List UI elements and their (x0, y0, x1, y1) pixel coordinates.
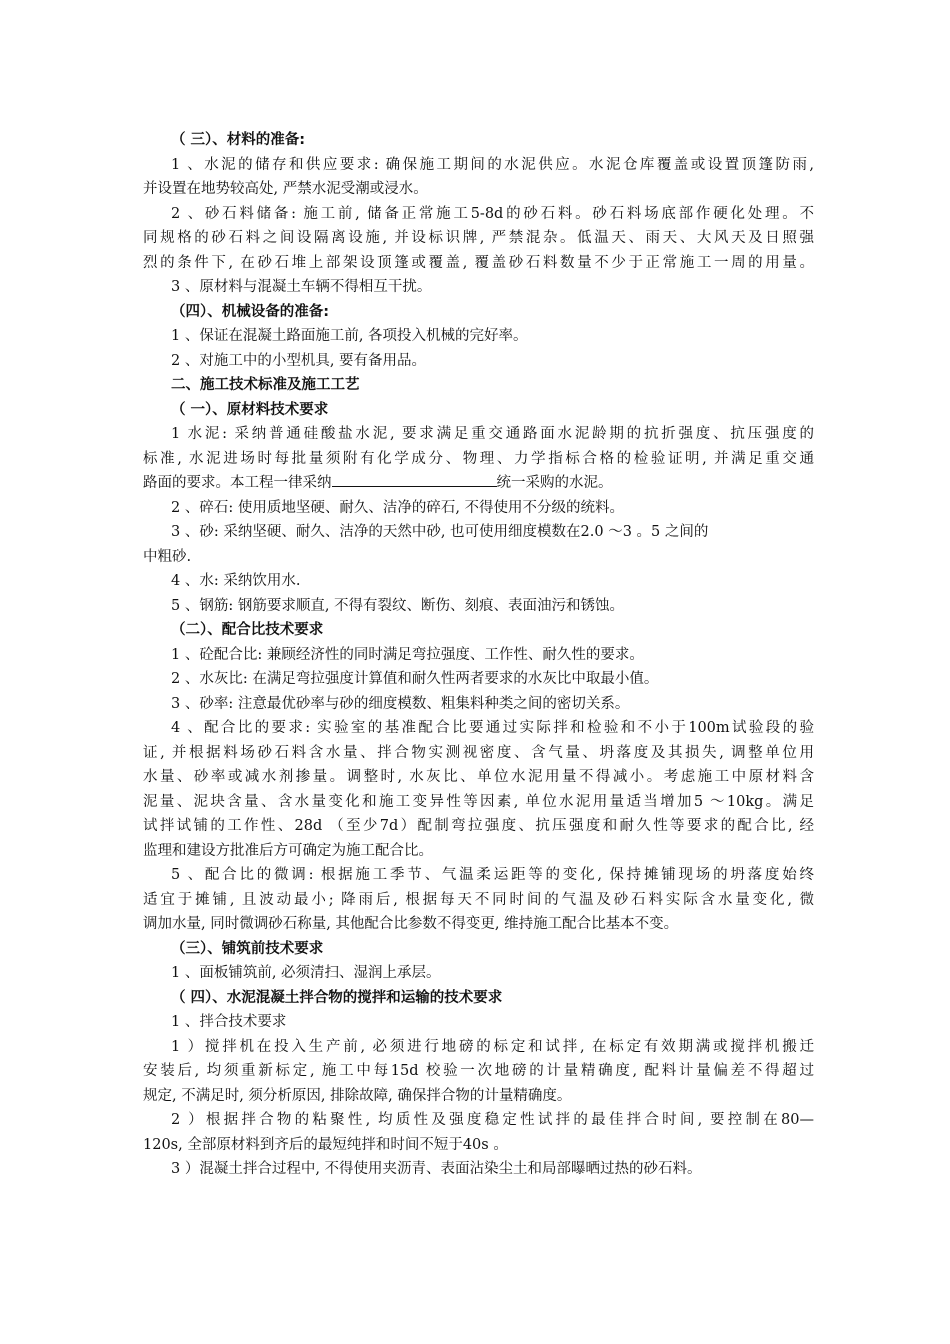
paragraph-line: 并设置在地势较高处, 严禁水泥受潮或浸水。 (143, 181, 428, 197)
paragraph-line: 1 、砼配合比: 兼顾经济性的同时满足弯拉强度、工作性、耐久性的要求。 (171, 646, 644, 663)
paragraph-line: 同规格的砂石料之间设隔离设施, 并设标识牌, 严禁混杂。低温天、雨天、大风天及日照强 (143, 230, 814, 246)
paragraph-line: 中粗砂. (143, 548, 192, 565)
paragraph-line: 1 、面板铺筑前, 必须清扫、湿润上承层。 (171, 965, 441, 981)
paragraph-line: 试拌试铺的工作性、28d （至少7d）配制弯拉强度、抗压强度和耐久性等要求的配合比, 经 (143, 818, 814, 834)
paragraph-line: 1 水泥: 采纳普通硅酸盐水泥, 要求满足重交通路面水泥龄期的抗折强度、抗压强度的 (171, 426, 814, 442)
section-heading: （ 一）、原材料技术要求 (171, 401, 329, 418)
paragraph-line: 1 、保证在混凝土路面施工前, 各项投入机械的完好率。 (171, 328, 528, 344)
paragraph-line: 120s, 全部原材料到齐后的最短纯拌和时间不短于40s 。 (143, 1136, 508, 1153)
paragraph-line: 1 、水泥的储存和供应要求: 确保施工期间的水泥供应。水泥仓库覆盖或设置顶篷防雨, (171, 156, 814, 173)
paragraph-line: 2 、砂石料储备: 施工前, 储备正常施工5-8d的砂石料。砂石料场底部作硬化处理。不 (171, 205, 814, 222)
paragraph-line: 水量、砂率或减水剂掺量。调整时, 水灰比、单位水泥用量不得减小。考虑施工中原材料含 (143, 769, 814, 785)
fill-in-blank (332, 472, 497, 487)
paragraph-line: 2 、对施工中的小型机具, 要有备用品。 (171, 352, 427, 369)
paragraph-line: 4 、水: 采纳饮用水. (171, 573, 301, 589)
paragraph-line: 证, 并根据料场砂石料含水量、拌合物实测视密度、含气量、坍落度及其损失, 调整单位用 (143, 744, 814, 761)
section-heading: （三）、铺筑前技术要求 (171, 940, 324, 957)
paragraph-line: 调加水量, 同时微调砂石称量, 其他配合比参数不得变更, 维持施工配合比基本不变。 (143, 916, 679, 932)
paragraph-line: 标准, 水泥进场时每批量须附有化学成分、物理、力学指标合格的检验证明, 并满足重交通 (143, 450, 814, 467)
paragraph-line: 安装后, 均须重新标定, 施工中每15d 校验一次地磅的计量精确度, 配料计量偏差不得超过 (143, 1063, 814, 1079)
paragraph-line: 1 、拌合技术要求 (171, 1014, 287, 1030)
paragraph-line: 3 ）混凝土拌合过程中, 不得使用夹沥青、表面沾染尘土和局部曝晒过热的砂石料。 (171, 1161, 702, 1177)
section-heading: （四）、机械设备的准备: (171, 303, 330, 320)
section-heading: （ 三）、材料的准备: (171, 132, 306, 148)
paragraph-line: 规定, 不满足时, 须分析原因, 排除故障, 确保拌合物的计量精确度。 (143, 1087, 572, 1104)
section-heading: （ 四）、水泥混凝土拌合物的搅拌和运输的技术要求 (171, 989, 503, 1006)
section-heading: 二、施工技术标准及施工工艺 (171, 377, 360, 393)
paragraph-line: 5 、配合比的微调: 根据施工季节、气温柔运距等的变化, 保持摊铺现场的坍落度始终 (171, 867, 814, 883)
paragraph-line: 泥量、泥块含量、含水量变化和施工变异性等因素, 单位水泥用量适当增加5 ～10kg。满足 (143, 793, 814, 810)
section-heading: （二）、配合比技术要求 (171, 622, 324, 638)
paragraph-line: 3 、砂率: 注意最优砂率与砂的细度模数、粗集料种类之间的密切关系。 (171, 695, 630, 712)
document-body (143, 128, 814, 1182)
line-text-tail: 统一采购的水泥。 (496, 475, 613, 491)
paragraph-line: 2 ）根据拌合物的粘聚性, 均质性及强度稳定性试拌的最佳拌合时间, 要控制在80— (171, 1112, 814, 1128)
paragraph-line: 4 、配合比的要求: 实验室的基准配合比要通过实际拌和检验和不小于100m试验段的验 (171, 720, 814, 736)
paragraph-line: 2 、碎石: 使用质地坚硬、耐久、洁净的碎石, 不得使用不分级的统料。 (171, 499, 625, 516)
paragraph-line: 3 、砂: 采纳坚硬、耐久、洁净的天然中砂, 也可使用细度模数在2.0 ～3 。5 之间的 (171, 524, 709, 540)
paragraph-line: 2 、水灰比: 在满足弯拉强度计算值和耐久性两者要求的水灰比中取最小值。 (171, 671, 659, 687)
paragraph-line: 3 、原材料与混凝土车辆不得相互干扰。 (171, 279, 432, 295)
paragraph-line: 监理和建设方批准后方可确定为施工配合比。 (143, 842, 433, 859)
line-text: 路面的要求。本工程一律采纳 (143, 475, 332, 491)
paragraph-line (143, 471, 814, 496)
paragraph-line: 5 、钢筋: 钢筋要求顺直, 不得有裂纹、断伤、刻痕、表面油污和锈蚀。 (171, 597, 625, 614)
paragraph-line: 1 ）搅拌机在投入生产前, 必须进行地磅的标定和试拌, 在标定有效期满或搅拌机搬迁 (171, 1038, 814, 1055)
paragraph-line: 烈的条件下, 在砂石堆上部架设顶篷或覆盖, 覆盖砂石料数量不少于正常施工一周的用量。 (143, 254, 814, 271)
paragraph-line: 适宜于摊铺, 且波动最小; 降雨后, 根据每天不同时间的气温及砂石料实际含水量变化, 微 (143, 891, 814, 908)
